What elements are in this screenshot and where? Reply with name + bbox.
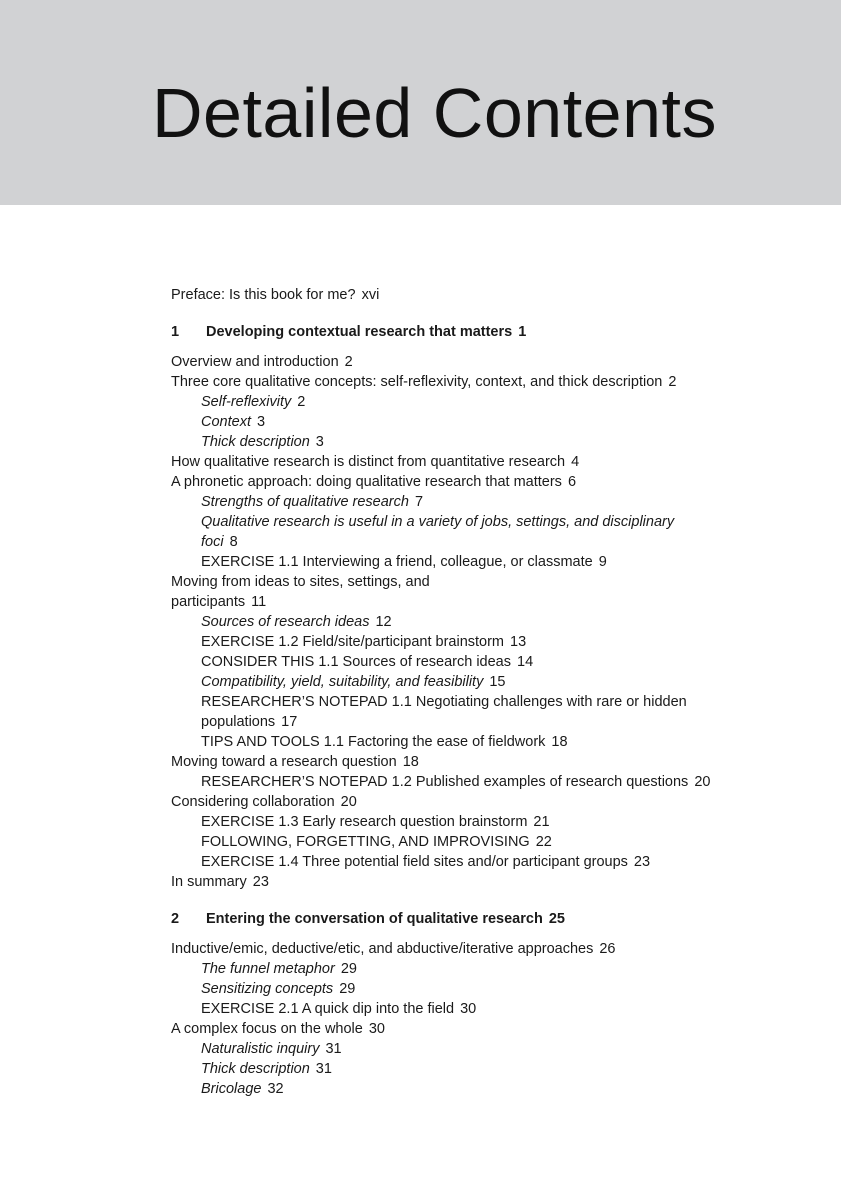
- toc-entry-text: Sources of research ideas: [201, 614, 370, 630]
- toc-subentry[interactable]: [171, 512, 711, 552]
- toc-entry-text: Strengths of qualitative research: [201, 494, 409, 510]
- toc-entry-text: How qualitative research is distinct from quantitative research: [171, 454, 566, 470]
- toc-entry-text: Thick description: [201, 1061, 310, 1077]
- toc-subentry[interactable]: [171, 412, 811, 432]
- toc-entry[interactable]: [171, 352, 811, 372]
- toc-entry-page: 31: [325, 1041, 342, 1057]
- toc-subentry[interactable]: [171, 832, 811, 852]
- toc-entry-text: Moving toward a research question: [171, 754, 397, 770]
- toc-entry-page: 20: [340, 794, 357, 810]
- toc-subentry[interactable]: [171, 1059, 811, 1079]
- toc-subentry[interactable]: [171, 959, 811, 979]
- toc-entry-text: Moving from ideas to sites, settings, and participants: [171, 574, 430, 610]
- chapter-page: 1: [518, 324, 527, 340]
- toc-entry-text: EXERCISE 1.1 Interviewing a friend, colleague, or classmate: [201, 554, 593, 570]
- toc-entry-page: 22: [535, 834, 552, 850]
- toc-entry-text: EXERCISE 1.3 Early research question brainstorm: [201, 814, 528, 830]
- toc-subentry[interactable]: [171, 492, 811, 512]
- toc-entry-text: Naturalistic inquiry: [201, 1041, 320, 1057]
- toc-entry-text: Self-reflexivity: [201, 394, 292, 410]
- toc-entry-text: A phronetic approach: doing qualitative research that matters: [171, 474, 562, 490]
- toc-entry-page: 7: [414, 494, 424, 510]
- toc-entry-page: 17: [281, 714, 298, 730]
- toc-subentry[interactable]: [171, 392, 811, 412]
- toc-entry-page: 3: [256, 414, 266, 430]
- toc-entry[interactable]: [171, 872, 811, 892]
- toc-entry-text: RESEARCHER’S NOTEPAD 1.1 Negotiating challenges with rare or hidden populations: [201, 694, 687, 730]
- toc-entry-text: Three core qualitative concepts: self-reflexivity, context, and thick description: [171, 374, 663, 390]
- toc-entry-text: In summary: [171, 874, 247, 890]
- toc-entry-page: 29: [339, 981, 356, 997]
- toc-entry-page: 30: [460, 1001, 477, 1017]
- toc-entry-text: The funnel metaphor: [201, 961, 335, 977]
- toc-entry-text: Qualitative research is useful in a variety of jobs, settings, and disciplinary foci: [201, 514, 675, 550]
- toc-entry-text: A complex focus on the whole: [171, 1021, 363, 1037]
- toc-subentry[interactable]: [171, 612, 811, 632]
- toc-entry-page: 11: [251, 594, 267, 610]
- toc-entry-text: Compatibility, yield, suitability, and feasibility: [201, 674, 484, 690]
- toc-entry-page: 18: [402, 754, 419, 770]
- header-banner: [0, 0, 841, 205]
- toc-entry[interactable]: [171, 572, 471, 612]
- chapter-heading[interactable]: [171, 322, 811, 342]
- toc-entry-text: EXERCISE 1.4 Three potential field sites and/or participant groups: [201, 854, 628, 870]
- chapter-heading[interactable]: [171, 909, 811, 929]
- toc-subentry[interactable]: [171, 692, 711, 732]
- toc-entry-page: 4: [571, 454, 580, 470]
- toc-subentry[interactable]: [171, 1039, 811, 1059]
- toc-entry[interactable]: [171, 1019, 811, 1039]
- toc-entry-page: 18: [551, 734, 568, 750]
- toc-entry-page: 30: [368, 1021, 385, 1037]
- toc-subentry[interactable]: [171, 672, 811, 692]
- toc-entry-text: CONSIDER THIS 1.1 Sources of research ideas: [201, 654, 511, 670]
- table-of-contents: [171, 285, 811, 1099]
- toc-entry-page: 21: [533, 814, 550, 830]
- toc-subentry[interactable]: [171, 1079, 811, 1099]
- toc-entry[interactable]: [171, 939, 811, 959]
- toc-entry[interactable]: [171, 472, 811, 492]
- toc-entry[interactable]: [171, 792, 811, 812]
- chapter-title: Entering the conversation of qualitative research: [206, 911, 543, 927]
- toc-entry-page: 20: [694, 774, 711, 790]
- toc-entry-page: 8: [229, 534, 238, 550]
- toc-preface[interactable]: [171, 285, 811, 305]
- toc-entry-page: xvi: [361, 287, 380, 303]
- toc-entry-text: EXERCISE 2.1 A quick dip into the field: [201, 1001, 455, 1017]
- chapter-number: 1: [171, 324, 180, 340]
- toc-subentry[interactable]: [171, 432, 811, 452]
- toc-entry-page: 26: [599, 941, 616, 957]
- toc-entry-page: 2: [297, 394, 306, 410]
- toc-subentry[interactable]: [171, 652, 811, 672]
- toc-entry-text: FOLLOWING, FORGETTING, AND IMPROVISING: [201, 834, 530, 850]
- toc-entry-page: 31: [315, 1061, 332, 1077]
- toc-entry-page: 23: [252, 874, 269, 890]
- toc-entry[interactable]: [171, 452, 811, 472]
- toc-subentry[interactable]: [171, 812, 811, 832]
- toc-entry-text: Considering collaboration: [171, 794, 335, 810]
- page-title: Detailed Contents: [152, 74, 717, 152]
- toc-entry-page: 32: [267, 1081, 284, 1097]
- toc-entry-page: 12: [375, 614, 392, 630]
- toc-entry-page: 13: [510, 634, 527, 650]
- toc-entry[interactable]: [171, 372, 811, 392]
- toc-subentry[interactable]: [171, 999, 811, 1019]
- toc-entry-text: EXERCISE 1.2 Field/site/participant brainstorm: [201, 634, 505, 650]
- toc-entry-page: 6: [567, 474, 577, 490]
- toc-entry-text: RESEARCHER’S NOTEPAD 1.2 Published examples of research questions: [201, 774, 689, 790]
- toc-entry-page: 15: [489, 674, 506, 690]
- toc-entry-text: Context: [201, 414, 251, 430]
- toc-subentry[interactable]: [171, 852, 811, 872]
- toc-entry[interactable]: [171, 752, 811, 772]
- toc-entry-page: 2: [668, 374, 677, 390]
- toc-subentry[interactable]: [171, 772, 811, 792]
- toc-entry-page: 14: [517, 654, 534, 670]
- toc-entry-text: Preface: Is this book for me?: [171, 287, 356, 303]
- toc-subentry[interactable]: [171, 552, 811, 572]
- toc-entry-text: Overview and introduction: [171, 354, 339, 370]
- toc-entry-text: TIPS AND TOOLS 1.1 Factoring the ease of fieldwork: [201, 734, 546, 750]
- toc-entry-text: Inductive/emic, deductive/etic, and abductive/iterative approaches: [171, 941, 594, 957]
- toc-entry-page: 23: [633, 854, 651, 870]
- toc-entry-text: Thick description: [201, 434, 310, 450]
- chapter-page: 25: [548, 911, 565, 927]
- toc-entry-page: 3: [315, 434, 324, 450]
- toc-subentry[interactable]: [171, 732, 811, 752]
- toc-entry-text: Bricolage: [201, 1081, 262, 1097]
- toc-subentry[interactable]: [171, 632, 811, 652]
- toc-subentry[interactable]: [171, 979, 811, 999]
- toc-entry-page: 2: [344, 354, 353, 370]
- chapter-title: Developing contextual research that matters: [206, 324, 513, 340]
- toc-entry-text: Sensitizing concepts: [201, 981, 334, 997]
- chapter-number: 2: [171, 911, 180, 927]
- toc-entry-page: 9: [598, 554, 607, 570]
- toc-entry-page: 29: [340, 961, 357, 977]
